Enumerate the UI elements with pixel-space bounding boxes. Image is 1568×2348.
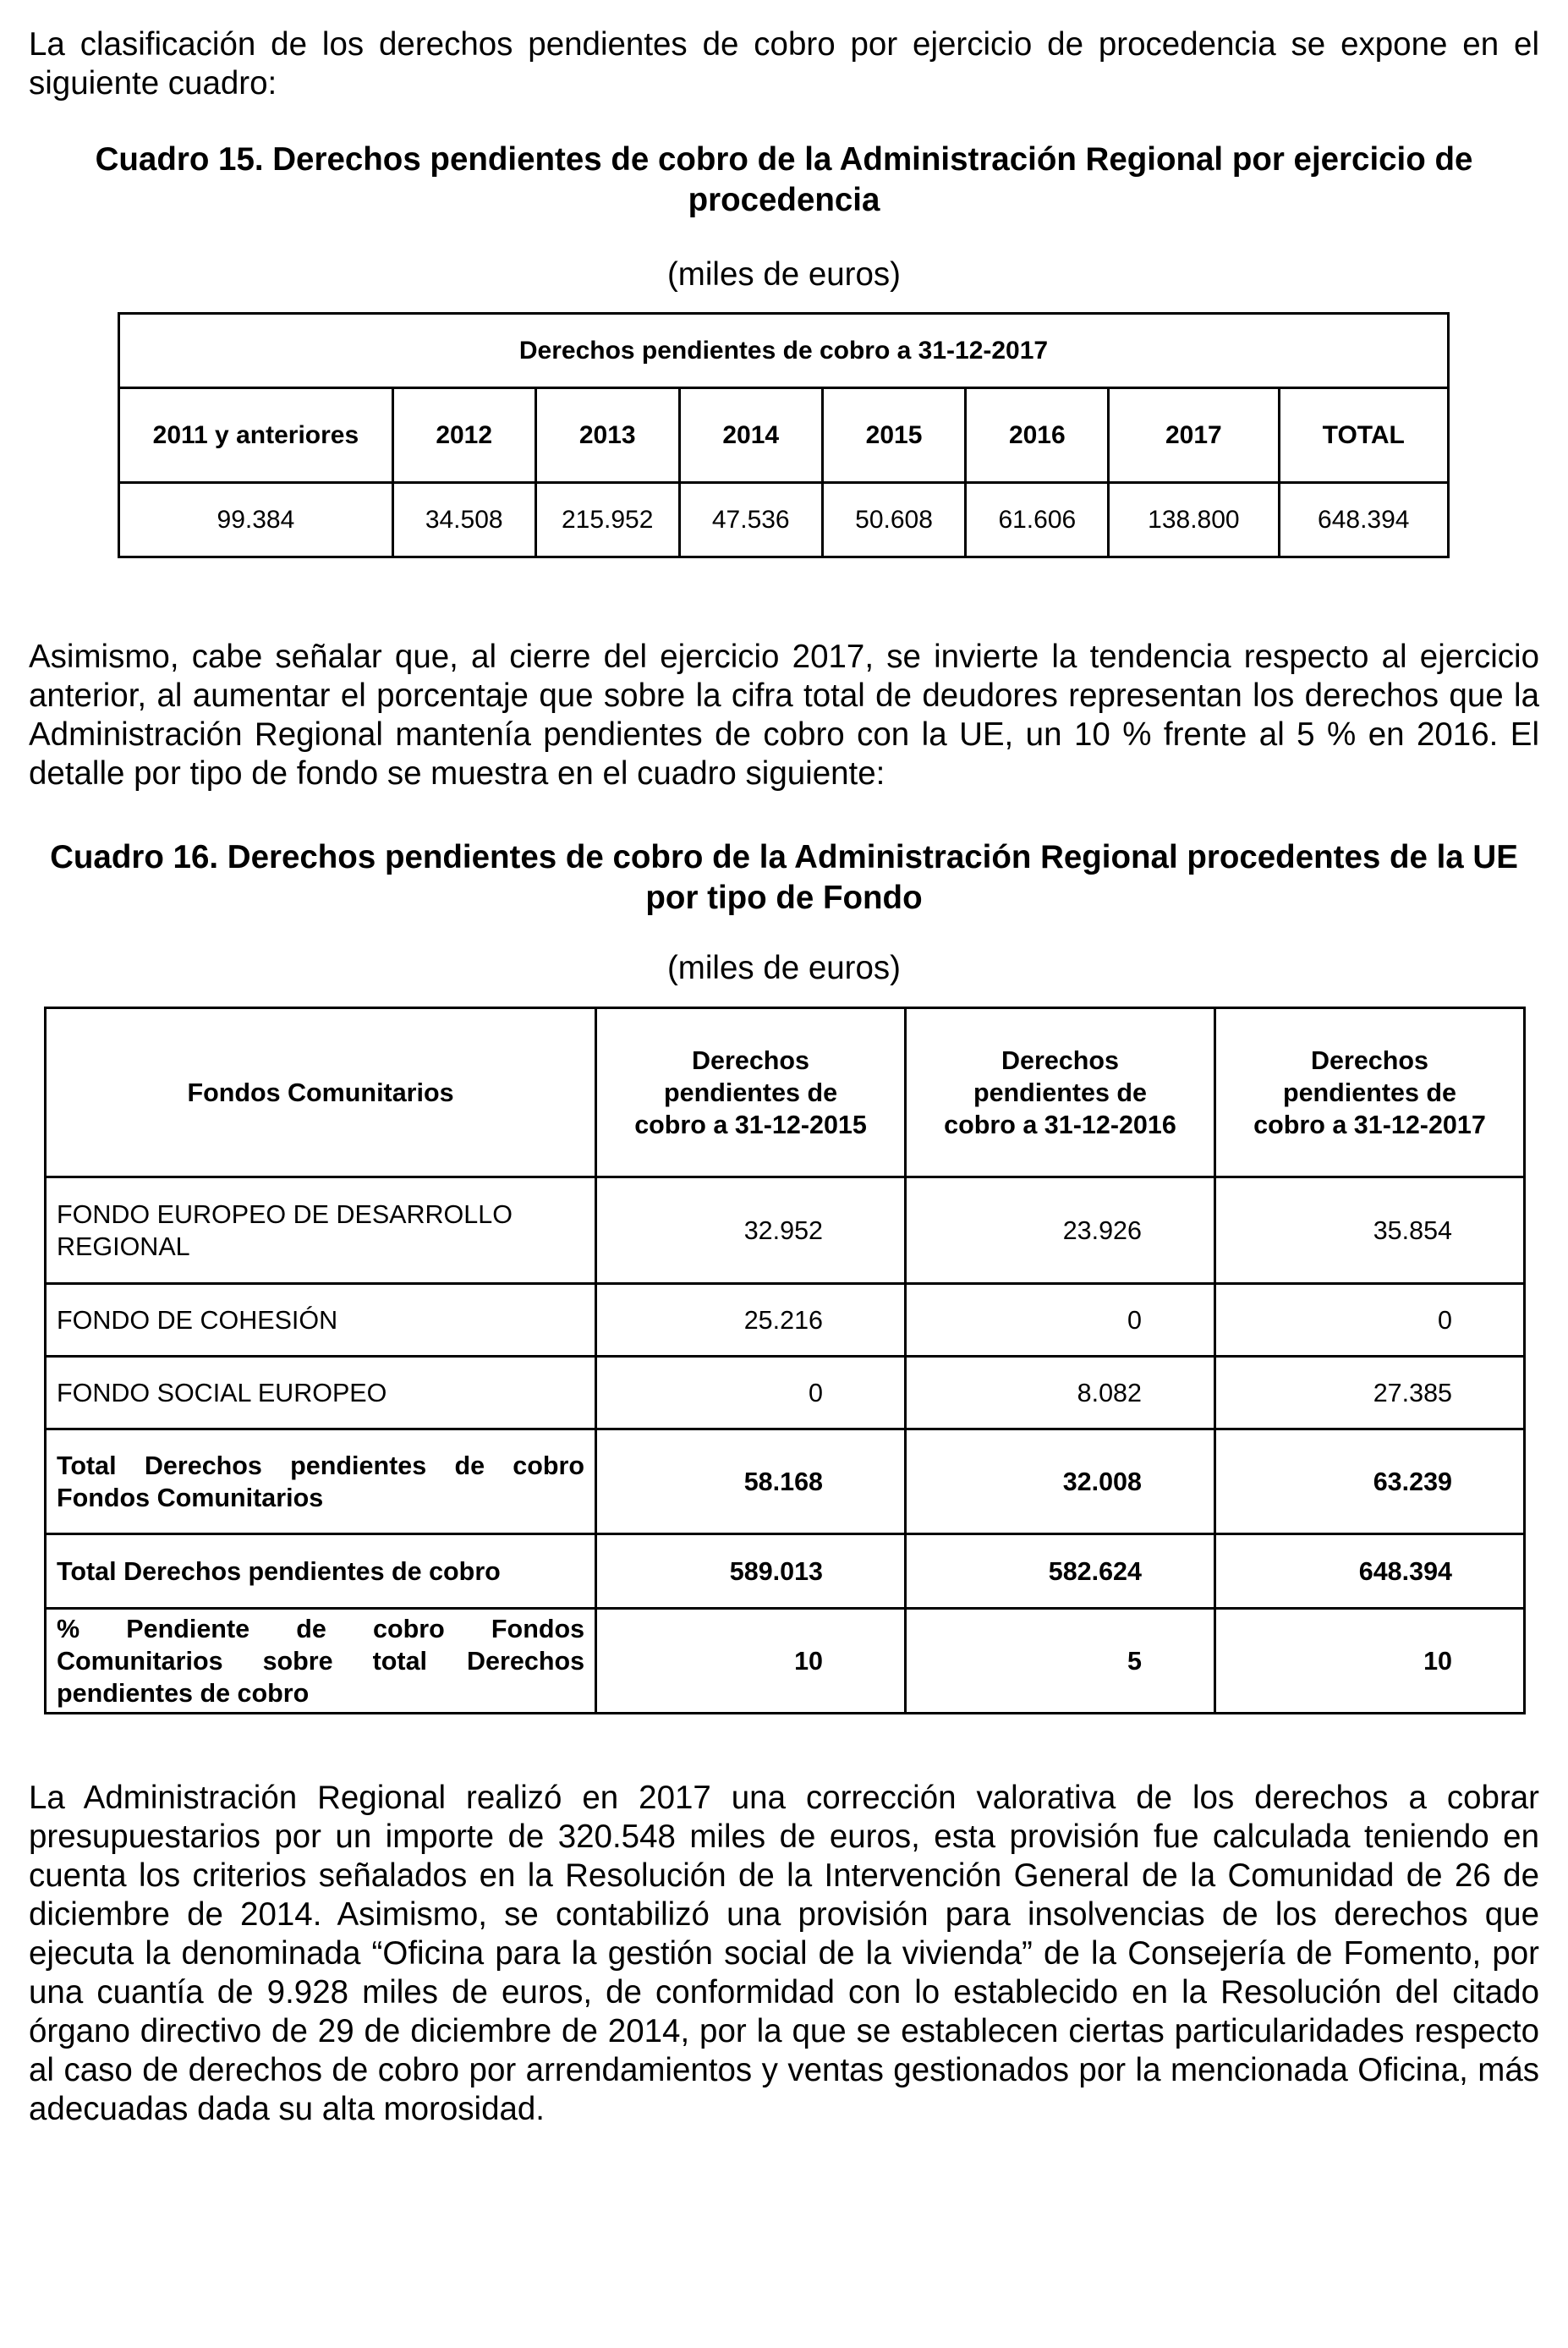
cuadro16-cell: 582.624 bbox=[906, 1534, 1215, 1609]
cuadro16-header-2015: Derechos pendientes de cobro a 31-12-2015 bbox=[596, 1008, 906, 1177]
cuadro16-caption: Cuadro 16. Derechos pendientes de cobro de la Administración Regional procedentes de la UE por tipo de Fondo bbox=[50, 839, 1518, 916]
cuadro15-cell: 50.608 bbox=[822, 483, 966, 557]
cuadro15-caption: Cuadro 15. Derechos pendientes de cobro de la Administración Regional por ejercicio de procedencia bbox=[95, 141, 1473, 218]
cuadro16-header-fondos: Fondos Comunitarios bbox=[46, 1008, 596, 1177]
intro-paragraph: La clasificación de los derechos pendientes de cobro por ejercicio de procedencia se expone en el siguiente cuadro: bbox=[29, 26, 1539, 101]
paragraph-2: Asimismo, cabe señalar que, al cierre del ejercicio 2017, se invierte la tendencia respecto al ejercicio anterior, al aumentar el porcentaje que sobre la cifra total de deudores representan los derechos que la Administración Regional mantenía pendientes de cobro con la UE, un 10 % frente al 5 % en 2016. El detalle por tipo de fondo se muestra en el cuadro siguiente: bbox=[29, 639, 1539, 792]
cuadro15-cell: 215.952 bbox=[535, 483, 679, 557]
cuadro16-cell: 648.394 bbox=[1214, 1534, 1524, 1609]
cuadro16-row-label: % Pendiente de cobro Fondos Comunitarios sobre total Derechos pendientes de cobro bbox=[46, 1609, 596, 1714]
cuadro16-row-label: FONDO DE COHESIÓN bbox=[46, 1284, 596, 1357]
cuadro15-col-header: TOTAL bbox=[1279, 388, 1448, 483]
cuadro16-cell: 32.952 bbox=[596, 1177, 906, 1284]
cuadro15-col-header: 2014 bbox=[679, 388, 822, 483]
cuadro15-cell: 648.394 bbox=[1279, 483, 1448, 557]
cuadro15-col-header: 2012 bbox=[392, 388, 535, 483]
cuadro15-cell: 34.508 bbox=[392, 483, 535, 557]
cuadro16-cell: 0 bbox=[596, 1357, 906, 1429]
cuadro16-cell: 32.008 bbox=[906, 1429, 1215, 1534]
cuadro15-units: (miles de euros) bbox=[666, 256, 901, 293]
cuadro16-cell: 10 bbox=[1214, 1609, 1524, 1714]
cuadro15-table bbox=[118, 312, 1450, 558]
cuadro16-header-2016: Derechos pendientes de cobro a 31-12-2016 bbox=[906, 1008, 1215, 1177]
cuadro16-cell: 5 bbox=[906, 1609, 1215, 1714]
cuadro15-cell: 138.800 bbox=[1109, 483, 1279, 557]
cuadro16-header-2017: Derechos pendientes de cobro a 31-12-2017 bbox=[1214, 1008, 1524, 1177]
cuadro16-cell: 10 bbox=[596, 1609, 906, 1714]
cuadro15-header: Derechos pendientes de cobro a 31-12-2017 bbox=[119, 314, 1449, 388]
cuadro15-col-header: 2011 y anteriores bbox=[119, 388, 393, 483]
cuadro16-cell: 23.926 bbox=[906, 1177, 1215, 1284]
cuadro16-cell: 58.168 bbox=[596, 1429, 906, 1534]
cuadro16-row-label: FONDO EUROPEO DE DESARROLLO REGIONAL bbox=[46, 1177, 596, 1284]
cuadro15-col-header: 2017 bbox=[1109, 388, 1279, 483]
cuadro15-cell: 61.606 bbox=[966, 483, 1109, 557]
cuadro15-col-header: 2016 bbox=[966, 388, 1109, 483]
cuadro16-cell: 8.082 bbox=[906, 1357, 1215, 1429]
cuadro16-cell: 35.854 bbox=[1214, 1177, 1524, 1284]
cuadro15-col-header: 2013 bbox=[535, 388, 679, 483]
cuadro16-cell: 63.239 bbox=[1214, 1429, 1524, 1534]
cuadro15-cell: 99.384 bbox=[119, 483, 393, 557]
cuadro16-cell: 27.385 bbox=[1214, 1357, 1524, 1429]
cuadro15-col-header: 2015 bbox=[822, 388, 966, 483]
cuadro16-cell: 0 bbox=[906, 1284, 1215, 1357]
cuadro16-row-label: Total Derechos pendientes de cobro bbox=[46, 1534, 596, 1609]
cuadro16-cell: 25.216 bbox=[596, 1284, 906, 1357]
cuadro15-cell: 47.536 bbox=[679, 483, 822, 557]
paragraph-3: La Administración Regional realizó en 2017 una corrección valorativa de los derechos a cobrar presupuestarios por un importe de 320.548 miles de euros, esta provisión fue calculada teniendo en cuenta los criterios señalados en la Resolución de la Intervención General de la Comunidad de 26 de diciembre de 2014. Asimismo, se contabilizó una provisión para insolvencias de los derechos que ejecuta la denominada “Oficina para la gestión social de la vivienda” de la Consejería de Fomento, por una cuantía de 9.928 miles de euros, de conformidad con lo establecido en la Resolución del citado órgano directivo de 29 de diciembre de 2014, por la que se establecen ciertas particularidades respecto al caso de derechos de cobro por arrendamientos y ventas gestionados por la mencionada Oficina, más adecuadas dada su alta morosidad. bbox=[29, 1780, 1539, 2127]
cuadro16-cell: 589.013 bbox=[596, 1534, 906, 1609]
cuadro16-row-label: FONDO SOCIAL EUROPEO bbox=[46, 1357, 596, 1429]
cuadro16-table bbox=[44, 1007, 1526, 1714]
cuadro16-cell: 0 bbox=[1214, 1284, 1524, 1357]
cuadro16-row-label: Total Derechos pendientes de cobro Fondos Comunitarios bbox=[46, 1429, 596, 1534]
cuadro16-units: (miles de euros) bbox=[666, 950, 901, 986]
